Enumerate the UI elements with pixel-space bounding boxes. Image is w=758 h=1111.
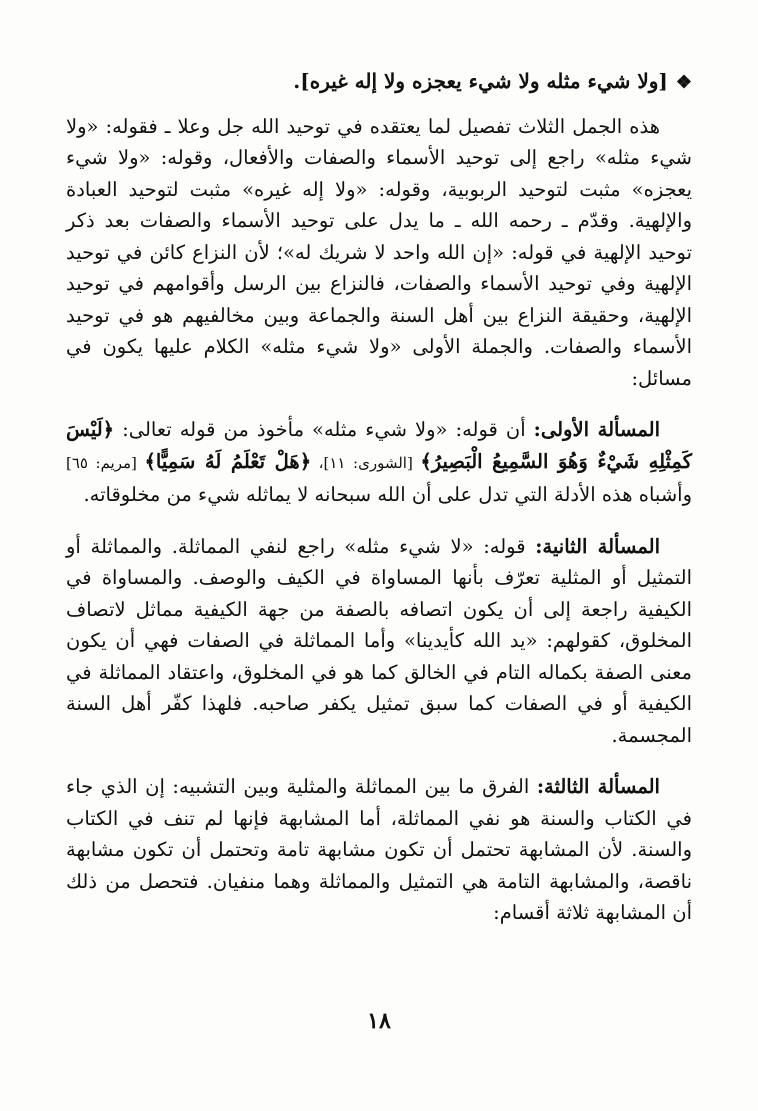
page-number: ١٨ (367, 1008, 391, 1034)
quran-verse-1: ﴿لَيْسَ كَمِثْلِهِ شَيْءٌ وَهُوَ السَّمِيعُ الْبَصِيرُ﴾ (66, 418, 692, 473)
issue-1-tail: وأشباه هذه الأدلة التي تدل على أن الله سبحانه لا يماثله شيء من مخلوقاته. (83, 483, 692, 506)
intro-paragraph: هذه الجمل الثلاث تفصيل لما يعتقده في توحيد الله جل وعلا ـ فقوله: «ولا شيء مثله» راجع إلى توحيد الأسماء والصفات والأفعال، وقوله: «ولا شيء يعجزه» مثبت لتوحيد الربوبية، وقوله: «ولا إله غيره» مثبت لتوحيد العبادة والإلهية. وقدّم ـ رحمه الله ـ ما يدل على توحيد الأسماء والصفات بعد ذكر توحيد الإلهية في قوله: «إن الله واحد لا شريك له»؛ لأن النزاع كائن في توحيد الإلهية وفي توحيد الأسماء والصفات، فالنزاع بين الرسل وأقوامهم في توحيد الإلهية، وحقيقة النزاع بين أهل السنة والجماعة وبين مخالفيهم هو في توحيد الأسماء والصفات. والجملة الأولى «ولا شيء مثله» الكلام عليها يكون في مسائل: (66, 114, 692, 390)
issue-3-label: المسألة الثالثة: (536, 775, 660, 798)
verse-2-reference: [مريم: ٦٥] (66, 453, 145, 472)
issue-1-label: المسألة الأولى: (533, 418, 660, 441)
issue-2-body: قوله: «لا شيء مثله» راجع لنفي المماثلة. والمماثلة أو التمثيل أو المثلية تعرّف بأنها المساواة في الكيف والوصف. والمساواة في الكيفية راجعة إلى أن يكون اتصافه بالصفة من جهة الكيفية مماثل لاتصاف المخلوق، كقولهم: «يد الله كأيدينا» وأما المماثلة في الصفات فهي أن يكون معنى الصفة بكماله التام في الخالق كما هو في المخلوق، واعتقاد المماثلة في الكيفية أو في الصفات كما سبق تمثيل يكفر صاحبه. فلهذا كفّر أهل السنة المجسمة. (66, 534, 692, 747)
paragraph-gap (66, 394, 692, 414)
paragraph-gap (66, 751, 692, 771)
issue-2-label: المسألة الثانية: (535, 534, 660, 558)
issue-1-paragraph (66, 414, 692, 511)
section-heading (66, 66, 692, 99)
issue-3-paragraph (66, 771, 692, 929)
page-content (66, 66, 692, 929)
section-heading-text: [ولا شيء مثله ولا شيء يعجزه ولا إله غيره]. (293, 69, 668, 93)
quran-verse-2: ﴿هَلْ تَعْلَمُ لَهُ سَمِيًّا﴾ (144, 449, 312, 473)
verse-1-reference: [الشورى: ١١]، (311, 453, 421, 472)
issue-3-body: الفرق ما بين المماثلة والمثلية وبين التشبيه: إن الذي جاء في الكتاب والسنة هو نفي المماثلة، أما المشابهة فإنها لم تنف في الكتاب والسنة. لأن المشابهة تحتمل أن تكون مشابهة تامة وتحتمل أن تكون مشابهة ناقصة، والمشابهة التامة هي التمثيل والمماثلة وهما منفيان. فتحصل من ذلك أن المشابهة ثلاثة أقسام: (66, 775, 692, 924)
issue-2-paragraph (66, 531, 692, 752)
paragraph-gap (66, 511, 692, 531)
diamond-bullet-icon: ❖ (675, 72, 692, 93)
issue-1-lead: أن قوله: «ولا شيء مثله» مأخوذ من قوله تعالى: (114, 418, 534, 441)
